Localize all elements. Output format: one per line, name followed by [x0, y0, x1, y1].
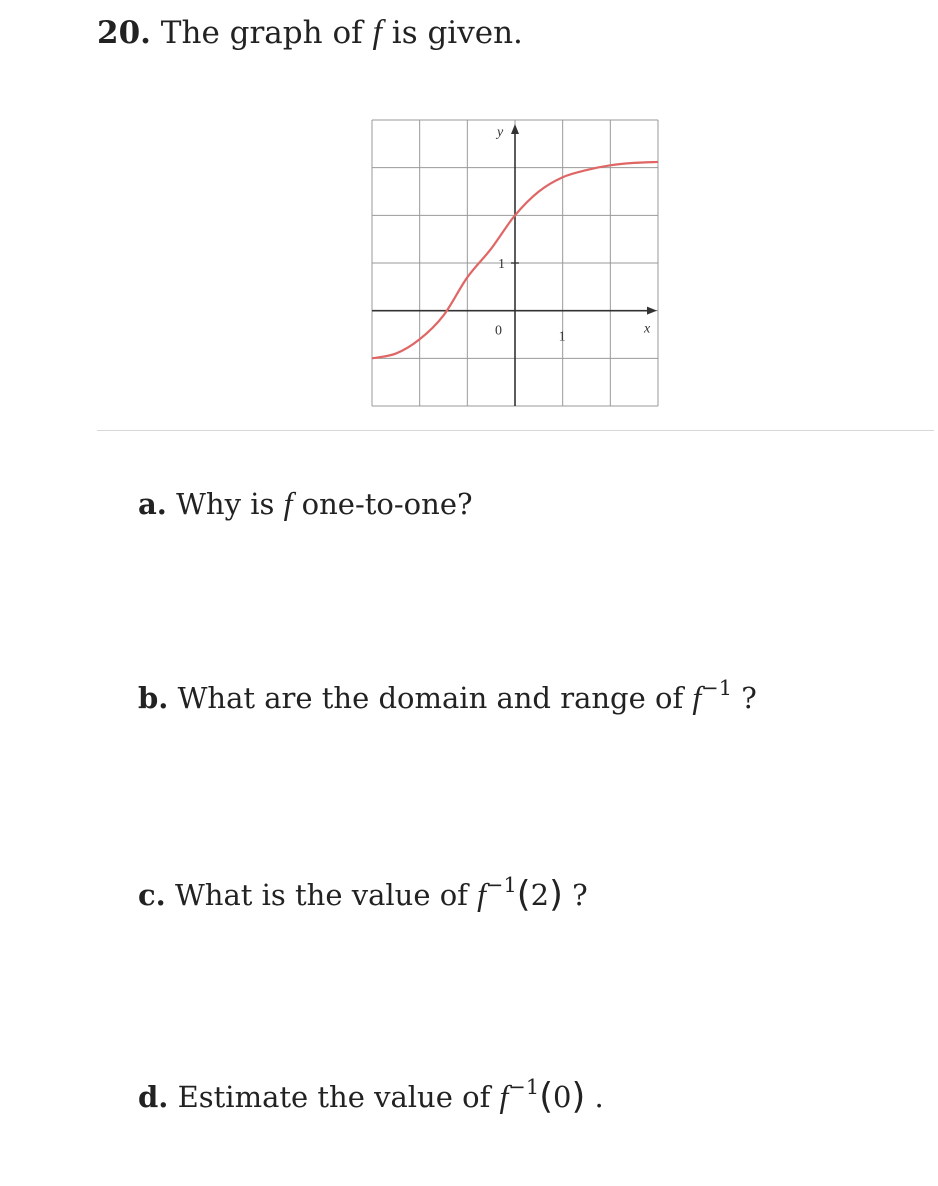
question-d-text-after: .	[594, 1080, 604, 1114]
divider	[97, 430, 934, 431]
question-d	[138, 1076, 604, 1120]
question-b-superscript: −1	[701, 676, 733, 701]
question-d-text-before: Estimate the value of	[177, 1080, 491, 1114]
problem-title	[97, 12, 523, 54]
question-c-paren-open: (	[516, 874, 531, 916]
question-d-arg: 0	[553, 1080, 572, 1114]
y-axis-label: y	[497, 125, 504, 140]
function-symbol: f	[372, 14, 382, 51]
function-graph	[370, 118, 660, 408]
question-b-text-after: ?	[741, 681, 757, 715]
question-a-label: a.	[138, 487, 167, 521]
question-c-label: c.	[138, 878, 166, 912]
question-d-label: d.	[138, 1080, 169, 1114]
question-c-text-before: What is the value of	[174, 878, 468, 912]
question-c-paren-close: )	[549, 874, 563, 916]
question-b-text-before: What are the domain and range of	[177, 681, 684, 715]
question-c-arg: 2	[530, 878, 550, 912]
question-a-text-after: one-to-one?	[301, 487, 473, 521]
problem-text-after: is given.	[391, 15, 523, 51]
x-tick-label: 1	[558, 329, 566, 345]
question-d-func: f	[499, 1079, 509, 1114]
axes	[372, 124, 657, 406]
question-c-func: f	[477, 877, 487, 912]
question-c-superscript: −1	[486, 873, 517, 898]
question-a-text-before: Why is	[176, 487, 275, 521]
origin-label: 0	[495, 323, 502, 339]
question-b	[138, 678, 757, 721]
question-c	[138, 874, 588, 918]
question-c-text-after: ?	[572, 878, 588, 912]
question-a	[138, 484, 473, 524]
x-axis-label: x	[644, 321, 651, 337]
question-d-paren-open: (	[539, 1076, 553, 1118]
x-axis-arrow-icon	[647, 307, 657, 315]
question-b-label: b.	[138, 681, 169, 715]
y-tick-label: 1	[498, 257, 505, 272]
question-d-superscript: −1	[508, 1075, 540, 1100]
question-a-func: f	[283, 486, 293, 521]
y-axis-arrow-icon	[511, 124, 519, 134]
graph-svg	[370, 118, 660, 408]
question-d-paren-close: )	[571, 1076, 586, 1118]
problem-number: 20.	[97, 15, 151, 51]
problem-text-before: The graph of	[160, 15, 363, 51]
question-b-func: f	[692, 680, 702, 715]
